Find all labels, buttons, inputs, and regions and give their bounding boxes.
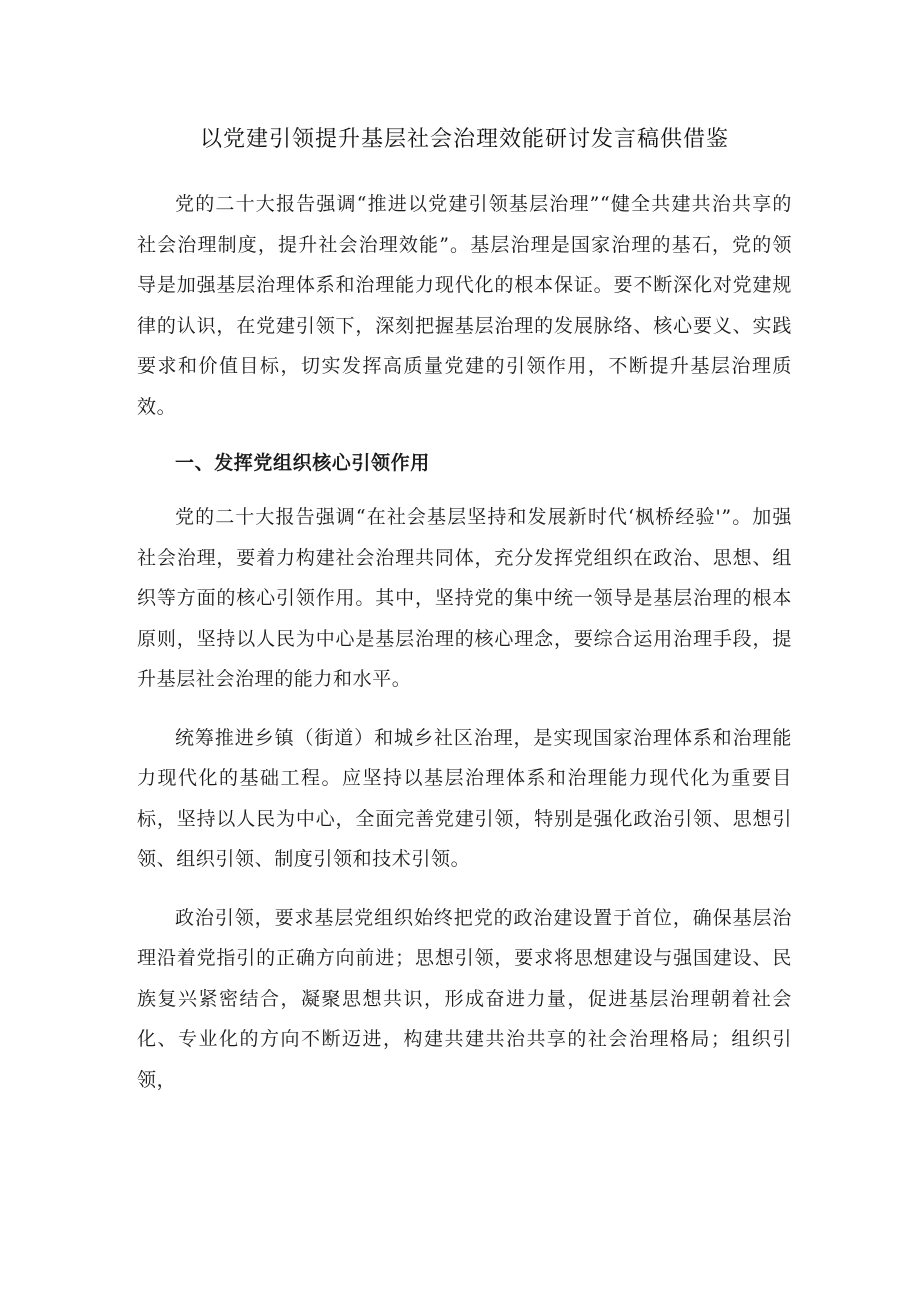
body-paragraph: 政治引领，要求基层党组织始终把党的政治建设置于首位，确保基层治理沿着党指引的正确方向前进；思想引领，要求将思想建设与强国建设、民族复兴紧密结合，凝聚思想共识，形成奋进力量，促进基层治理朝着社会化、专业化的方向不断迈进，构建共建共治共享的社会治理格局；组织引领， (137, 906, 792, 1091)
document-body (137, 118, 792, 1118)
section-heading: 一、发挥党组织核心引领作用 (175, 452, 430, 474)
document-title: 以党建引领提升基层社会治理效能研讨发言稿供借鉴 (199, 127, 729, 152)
intro-paragraph: 党的二十大报告强调“推进以党建引领基层治理”“健全共建共治共享的社会治理制度，提升社会治理效能”。基层治理是国家治理的基石，党的领导是加强基层治理体系和治理能力现代化的根本保证。要不断深化对党建规律的认识，在党建引领下，深刻把握基层治理的发展脉络、核心要义、实践要求和价值目标，切实发挥高质量党建的引领作用，不断提升基层治理质效。 (137, 193, 792, 418)
body-paragraph: 统筹推进乡镇（街道）和城乡社区治理，是实现国家治理体系和治理能力现代化的基础工程。应坚持以基层治理体系和治理能力现代化为重要目标，坚持以人民为中心，全面完善党建引领，特别是强化政治引领、思想引领、组织引领、制度引领和技术引领。 (137, 726, 792, 870)
body-paragraph: 党的二十大报告强调“在社会基层坚持和发展新时代‘枫桥经验'”。加强社会治理，要着力构建社会治理共同体，充分发挥党组织在政治、思想、组织等方面的核心引领作用。其中，坚持党的集中统一领导是基层治理的根本原则，坚持以人民为中心是基层治理的核心理念，要综合运用治理手段，提升基层社会治理的能力和水平。 (137, 506, 792, 690)
